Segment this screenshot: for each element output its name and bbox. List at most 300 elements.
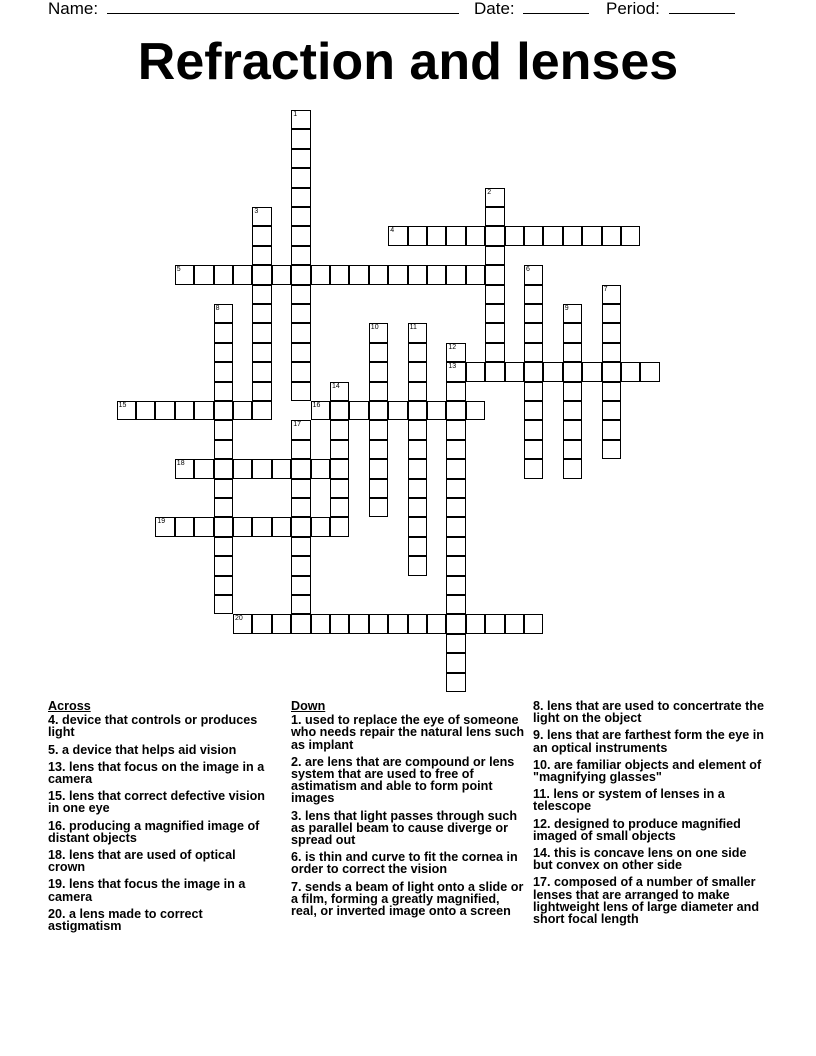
grid-cell[interactable] [291, 382, 310, 401]
clue-item [48, 849, 276, 873]
grid-cell[interactable] [369, 343, 388, 362]
grid-cell[interactable] [194, 265, 213, 284]
cell-number: 18 [176, 460, 185, 468]
grid-cell[interactable] [563, 440, 582, 459]
clue-item [533, 729, 769, 753]
grid-cell[interactable] [505, 362, 524, 381]
grid-cell[interactable] [194, 517, 213, 536]
grid-cell[interactable] [252, 382, 271, 401]
clue-number: 19. [48, 877, 70, 892]
grid-cell[interactable] [369, 459, 388, 478]
grid-cell[interactable] [330, 479, 349, 498]
grid-cell[interactable] [369, 614, 388, 633]
grid-cell[interactable] [252, 265, 271, 284]
grid-cell[interactable] [388, 614, 407, 633]
grid-cell[interactable] [505, 614, 524, 633]
grid-cell[interactable] [524, 420, 543, 439]
clue-item [533, 788, 769, 812]
grid-cell[interactable] [311, 401, 330, 420]
grid-cell[interactable] [446, 653, 465, 672]
grid-cell[interactable] [291, 440, 310, 459]
grid-cell[interactable] [291, 362, 310, 381]
grid-cell[interactable] [524, 382, 543, 401]
clue-text: composed of a number of smaller lenses that are arranged to make lightweight lens of large diameter and short focal length [533, 875, 760, 927]
grid-cell[interactable] [466, 362, 485, 381]
grid-cell[interactable] [330, 382, 349, 401]
grid-cell[interactable] [252, 343, 271, 362]
clue-item [48, 714, 276, 738]
grid-cell[interactable] [408, 537, 427, 556]
grid-cell[interactable] [446, 634, 465, 653]
clue-number: 10. [533, 757, 555, 772]
cell-number: 13 [448, 363, 457, 371]
grid-cell[interactable] [272, 614, 291, 633]
grid-cell[interactable] [214, 595, 233, 614]
clue-text: is thin and curve to fit the cornea in order to correct the vision [291, 850, 518, 877]
cell-number: 8 [215, 305, 220, 312]
clue-number: 9. [533, 728, 548, 743]
grid-cell[interactable] [349, 401, 368, 420]
grid-cell[interactable] [194, 401, 213, 420]
cell-number: 16 [312, 402, 321, 409]
grid-cell[interactable] [233, 614, 252, 633]
grid-cell[interactable] [408, 226, 427, 245]
grid-cell[interactable] [408, 556, 427, 575]
grid-cell[interactable] [330, 498, 349, 517]
grid-cell[interactable] [291, 168, 310, 187]
grid-cell[interactable] [136, 401, 155, 420]
grid-cell[interactable] [408, 614, 427, 633]
grid-cell[interactable] [602, 226, 621, 245]
grid-cell[interactable] [252, 517, 271, 536]
grid-cell[interactable] [291, 479, 310, 498]
grid-cell[interactable] [466, 614, 485, 633]
grid-cell[interactable] [446, 440, 465, 459]
grid-cell[interactable] [563, 401, 582, 420]
grid-cell[interactable] [291, 537, 310, 556]
grid-cell[interactable] [214, 498, 233, 517]
grid-cell[interactable] [330, 401, 349, 420]
grid-cell[interactable] [408, 517, 427, 536]
grid-cell[interactable] [291, 517, 310, 536]
clue-number: 1. [291, 713, 306, 728]
grid-cell[interactable] [214, 459, 233, 478]
grid-cell[interactable] [602, 362, 621, 381]
grid-cell[interactable] [640, 362, 659, 381]
grid-cell[interactable] [427, 265, 446, 284]
grid-cell[interactable] [233, 401, 252, 420]
grid-cell[interactable] [427, 614, 446, 633]
grid-cell[interactable] [291, 323, 310, 342]
grid-cell[interactable] [369, 362, 388, 381]
grid-cell[interactable] [427, 226, 446, 245]
clue-item [48, 744, 276, 756]
grid-cell[interactable] [466, 265, 485, 284]
grid-cell[interactable] [524, 304, 543, 323]
grid-cell[interactable] [446, 265, 465, 284]
grid-cell[interactable] [563, 343, 582, 362]
clue-item [291, 851, 527, 875]
grid-cell[interactable] [563, 362, 582, 381]
date-label: Date: [474, 0, 515, 18]
grid-cell[interactable] [175, 401, 194, 420]
grid-cell[interactable] [252, 401, 271, 420]
grid-cell[interactable] [291, 343, 310, 362]
grid-cell[interactable] [291, 149, 310, 168]
grid-cell[interactable] [194, 459, 213, 478]
grid-cell[interactable] [446, 537, 465, 556]
clue-number: 20. [48, 906, 70, 921]
grid-cell[interactable] [311, 265, 330, 284]
clue-item [291, 756, 527, 805]
grid-cell[interactable] [330, 614, 349, 633]
grid-cell[interactable] [291, 265, 310, 284]
clue-number: 17. [533, 875, 555, 890]
grid-cell[interactable] [349, 265, 368, 284]
grid-cell[interactable] [252, 207, 271, 226]
grid-cell[interactable] [175, 517, 194, 536]
grid-cell[interactable] [252, 459, 271, 478]
across-heading: Across [48, 699, 91, 713]
grid-cell[interactable] [369, 479, 388, 498]
grid-cell[interactable] [388, 226, 407, 245]
clue-item [533, 759, 769, 783]
grid-cell[interactable] [446, 401, 465, 420]
grid-cell[interactable] [369, 440, 388, 459]
clue-number: 2. [291, 754, 306, 769]
clue-number: 7. [291, 879, 306, 894]
grid-cell[interactable] [291, 246, 310, 265]
clue-number: 12. [533, 816, 555, 831]
grid-cell[interactable] [291, 110, 310, 129]
cell-number: 7 [603, 285, 608, 293]
grid-cell[interactable] [563, 323, 582, 342]
down-clue-list-continued [533, 700, 769, 925]
grid-cell[interactable] [543, 226, 562, 245]
clue-text: lens or system of lenses in a telescope [533, 787, 725, 814]
grid-cell[interactable] [408, 382, 427, 401]
clue-text: lens that correct defective vision in one eye [48, 789, 265, 816]
grid-cell[interactable] [155, 517, 174, 536]
grid-cell[interactable] [272, 265, 291, 284]
grid-cell[interactable] [311, 517, 330, 536]
grid-cell[interactable] [369, 382, 388, 401]
clue-number: 13. [48, 759, 70, 774]
grid-cell[interactable] [446, 420, 465, 439]
grid-cell[interactable] [330, 459, 349, 478]
clue-number: 14. [533, 846, 555, 861]
grid-cell[interactable] [446, 614, 465, 633]
clue-item [533, 818, 769, 842]
clue-text: lens that are used to concertrate the light on the object [533, 699, 764, 726]
cell-number: 3 [254, 208, 259, 215]
grid-cell[interactable] [291, 304, 310, 323]
grid-cell[interactable] [214, 343, 233, 362]
grid-cell[interactable] [175, 265, 194, 284]
grid-cell[interactable] [369, 401, 388, 420]
down-clues-continued [533, 700, 769, 930]
cell-number: 2 [487, 188, 492, 196]
grid-cell[interactable] [291, 285, 310, 304]
clue-number: 6. [291, 850, 306, 865]
grid-cell[interactable] [485, 323, 504, 342]
grid-cell[interactable] [291, 207, 310, 226]
grid-cell[interactable] [505, 226, 524, 245]
grid-cell[interactable] [330, 420, 349, 439]
clue-text: lens that focus the image in a camera [48, 877, 246, 904]
grid-cell[interactable] [214, 362, 233, 381]
grid-cell[interactable] [291, 420, 310, 439]
clue-number: 3. [291, 808, 306, 823]
grid-cell[interactable] [524, 401, 543, 420]
grid-cell[interactable] [446, 673, 465, 692]
grid-cell[interactable] [602, 285, 621, 304]
grid-cell[interactable] [291, 498, 310, 517]
down-heading: Down [291, 699, 326, 713]
period-label: Period: [606, 0, 660, 18]
name-label: Name: [48, 0, 99, 18]
clue-item [48, 878, 276, 902]
grid-cell[interactable] [408, 479, 427, 498]
clue-item [48, 790, 276, 814]
grid-cell[interactable] [446, 498, 465, 517]
clue-item [48, 908, 276, 932]
grid-cell[interactable] [446, 459, 465, 478]
grid-cell[interactable] [369, 420, 388, 439]
grid-cell[interactable] [582, 362, 601, 381]
grid-cell[interactable] [233, 265, 252, 284]
grid-cell[interactable] [311, 614, 330, 633]
grid-cell[interactable] [214, 537, 233, 556]
grid-cell[interactable] [175, 459, 194, 478]
grid-cell[interactable] [563, 226, 582, 245]
page-title: Refraction and lenses [137, 33, 679, 91]
grid-cell[interactable] [602, 401, 621, 420]
cell-number: 19 [157, 518, 166, 526]
cell-number: 4 [390, 227, 395, 235]
grid-cell[interactable] [524, 440, 543, 459]
grid-cell[interactable] [524, 323, 543, 342]
grid-cell[interactable] [524, 459, 543, 478]
grid-cell[interactable] [485, 246, 504, 265]
grid-cell[interactable] [408, 440, 427, 459]
grid-cell[interactable] [291, 576, 310, 595]
grid-cell[interactable] [446, 479, 465, 498]
grid-cell[interactable] [272, 517, 291, 536]
grid-cell[interactable] [117, 401, 136, 420]
grid-cell[interactable] [602, 382, 621, 401]
grid-cell[interactable] [485, 265, 504, 284]
grid-cell[interactable] [291, 129, 310, 148]
clue-item [533, 876, 769, 925]
grid-cell[interactable] [214, 265, 233, 284]
grid-cell[interactable] [214, 440, 233, 459]
clue-item [48, 820, 276, 844]
grid-cell[interactable] [233, 459, 252, 478]
grid-cell[interactable] [291, 459, 310, 478]
clue-text: producing a magnified image of distant objects [48, 818, 260, 845]
down-clues [291, 700, 527, 922]
grid-cell[interactable] [563, 382, 582, 401]
clue-text: lens that are farthest form the eye in an optical instruments [533, 728, 764, 755]
grid-cell[interactable] [563, 459, 582, 478]
down-clue-list [291, 714, 527, 917]
clue-text: this is concave lens on one side but convex on other side [533, 846, 747, 873]
grid-cell[interactable] [388, 265, 407, 284]
clue-text: lens that focus on the image in a camera [48, 759, 265, 787]
grid-cell[interactable] [330, 440, 349, 459]
clue-text: a device that helps aid vision [62, 742, 237, 757]
grid-cell[interactable] [311, 459, 330, 478]
clue-item [48, 761, 276, 785]
grid-cell[interactable] [252, 362, 271, 381]
grid-cell[interactable] [446, 595, 465, 614]
cell-number: 1 [293, 111, 298, 118]
grid-cell[interactable] [446, 226, 465, 245]
clue-text: are familiar objects and element of "magnifying glasses" [533, 757, 762, 785]
grid-cell[interactable] [485, 343, 504, 362]
cell-number: 11 [409, 324, 417, 332]
grid-cell[interactable] [408, 401, 427, 420]
grid-cell[interactable] [602, 440, 621, 459]
grid-cell[interactable] [446, 362, 465, 381]
cell-number: 5 [176, 266, 181, 274]
clue-text: lens that are used of optical crown [48, 848, 236, 875]
grid-cell[interactable] [408, 420, 427, 439]
grid-cell[interactable] [291, 188, 310, 207]
grid-cell[interactable] [485, 226, 504, 245]
clue-text: lens that light passes through such as parallel beam to cause diverge or spread out [291, 808, 518, 848]
clue-number: 4. [48, 713, 63, 728]
grid-cell[interactable] [214, 323, 233, 342]
across-clues [48, 700, 276, 937]
grid-cell[interactable] [485, 362, 504, 381]
grid-cell[interactable] [543, 362, 562, 381]
grid-cell[interactable] [214, 576, 233, 595]
clue-text: are lens that are compound or lens system that are used to free of astimatism and able to form point images [291, 754, 515, 806]
clue-number: 5. [48, 742, 63, 757]
clue-number: 18. [48, 848, 70, 863]
across-clue-list [48, 714, 276, 932]
grid-cell[interactable] [446, 382, 465, 401]
grid-cell[interactable] [602, 343, 621, 362]
cell-number: 12 [448, 343, 457, 351]
grid-cell[interactable] [466, 401, 485, 420]
grid-cell[interactable] [369, 498, 388, 517]
grid-cell[interactable] [408, 459, 427, 478]
grid-cell[interactable] [330, 517, 349, 536]
grid-cell[interactable] [427, 401, 446, 420]
grid-cell[interactable] [369, 323, 388, 342]
grid-cell[interactable] [252, 246, 271, 265]
cell-number: 20 [235, 615, 243, 623]
grid-cell[interactable] [524, 226, 543, 245]
grid-cell[interactable] [388, 401, 407, 420]
grid-cell[interactable] [291, 556, 310, 575]
grid-cell[interactable] [621, 362, 640, 381]
grid-cell[interactable] [214, 479, 233, 498]
clue-number: 11. [533, 787, 554, 802]
clue-number: 16. [48, 818, 70, 833]
grid-cell[interactable] [252, 285, 271, 304]
grid-cell[interactable] [408, 323, 427, 342]
grid-cell[interactable] [252, 304, 271, 323]
grid-cell[interactable] [291, 595, 310, 614]
clue-item [533, 700, 769, 724]
grid-cell[interactable] [155, 401, 174, 420]
grid-cell[interactable] [563, 420, 582, 439]
grid-cell[interactable] [621, 226, 640, 245]
grid-cell[interactable] [291, 614, 310, 633]
grid-cell[interactable] [214, 420, 233, 439]
grid-cell[interactable] [252, 614, 271, 633]
grid-cell[interactable] [466, 226, 485, 245]
cell-number: 10 [370, 324, 379, 332]
clue-item [291, 810, 527, 847]
grid-cell[interactable] [582, 226, 601, 245]
cell-number: 9 [564, 305, 569, 312]
clue-item [291, 881, 527, 918]
grid-cell[interactable] [485, 614, 504, 633]
grid-cell[interactable] [485, 304, 504, 323]
grid-cell[interactable] [485, 285, 504, 304]
grid-cell[interactable] [602, 420, 621, 439]
grid-cell[interactable] [233, 517, 252, 536]
grid-cell[interactable] [446, 343, 465, 362]
grid-cell[interactable] [524, 362, 543, 381]
cell-number: 15 [118, 402, 127, 409]
clue-number: 8. [533, 699, 548, 713]
clue-item [291, 714, 527, 751]
clue-text: used to replace the eye of someone who needs repair the natural lens such as implant [291, 713, 525, 752]
clue-text: sends a beam of light onto a slide or a film, forming a greatly magnified, real, or inverted image onto a screen [291, 879, 524, 919]
clue-text: designed to produce magnified imaged of small objects [533, 816, 741, 843]
grid-cell[interactable] [524, 265, 543, 284]
clue-text: device that controls or produces light [48, 713, 258, 740]
grid-cell[interactable] [408, 498, 427, 517]
grid-cell[interactable] [485, 188, 504, 207]
grid-cell[interactable] [563, 304, 582, 323]
grid-cell[interactable] [602, 323, 621, 342]
grid-cell[interactable] [524, 614, 543, 633]
grid-cell[interactable] [214, 517, 233, 536]
grid-cell[interactable] [446, 576, 465, 595]
grid-cell[interactable] [408, 265, 427, 284]
grid-cell[interactable] [291, 226, 310, 245]
cell-number: 6 [526, 266, 530, 274]
grid-cell[interactable] [330, 265, 349, 284]
grid-cell[interactable] [602, 304, 621, 323]
grid-cell[interactable] [214, 556, 233, 575]
grid-cell[interactable] [214, 304, 233, 323]
grid-cell[interactable] [446, 556, 465, 575]
grid-cell[interactable] [349, 614, 368, 633]
grid-cell[interactable] [408, 343, 427, 362]
grid-cell[interactable] [408, 362, 427, 381]
grid-cell[interactable] [524, 285, 543, 304]
grid-cell[interactable] [272, 459, 291, 478]
grid-cell[interactable] [214, 382, 233, 401]
grid-cell[interactable] [524, 343, 543, 362]
clue-item [533, 847, 769, 871]
grid-cell[interactable] [485, 207, 504, 226]
grid-cell[interactable] [214, 401, 233, 420]
cell-number: 17 [293, 421, 301, 429]
grid-cell[interactable] [252, 226, 271, 245]
grid-cell[interactable] [252, 323, 271, 342]
grid-cell[interactable] [369, 265, 388, 284]
grid-cell[interactable] [446, 517, 465, 536]
